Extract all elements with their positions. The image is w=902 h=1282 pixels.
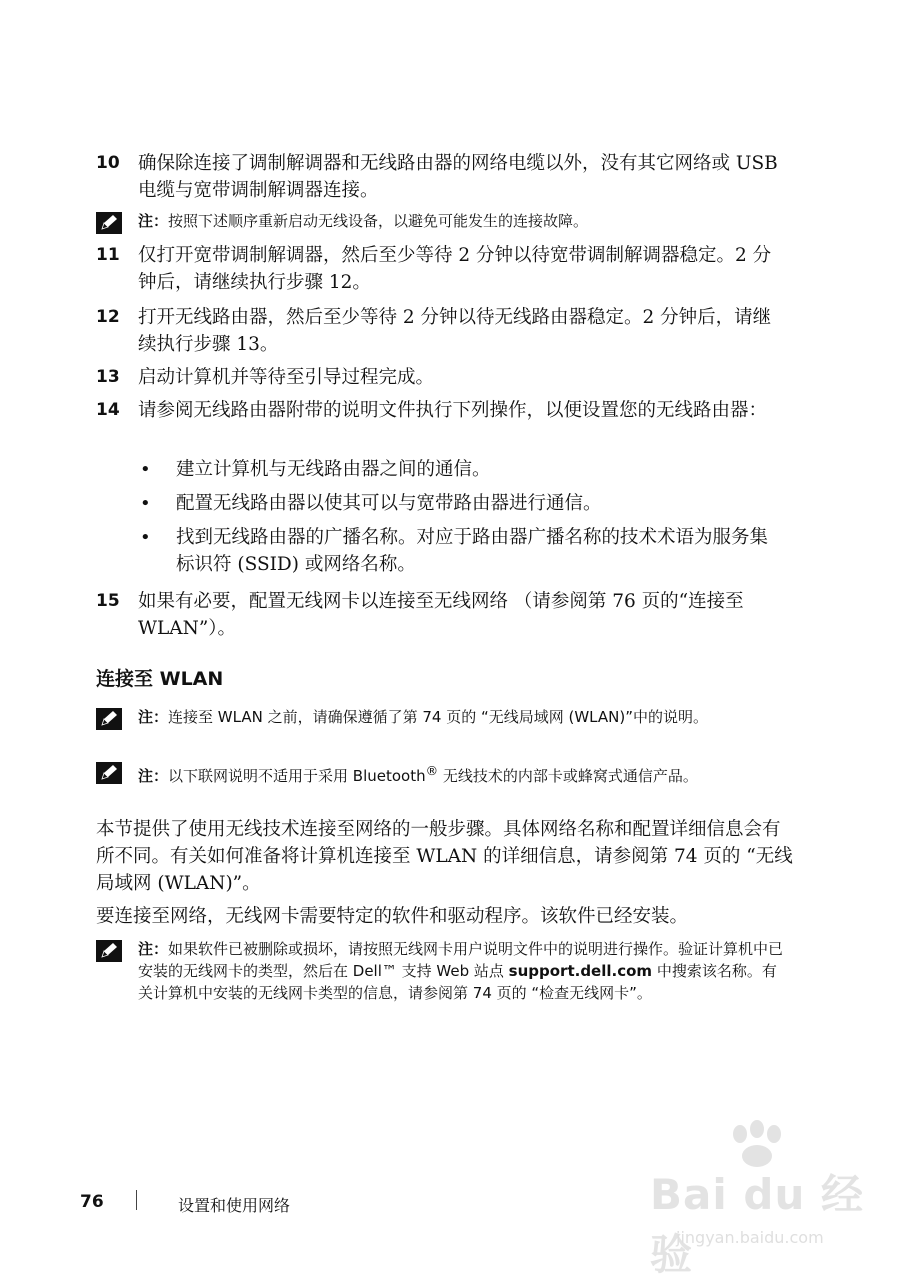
note-label: 注： <box>138 940 169 958</box>
note-text: 以下联网说明不适用于采用 Bluetooth <box>168 767 426 785</box>
step-text: 仅打开宽带调制解调器，然后至少等待 2 分钟以待宽带调制解调器稳定。2 分钟后，请继续执行步骤 12。 <box>138 245 772 293</box>
note-text: 无线技术的内部卡或蜂窝式通信产品。 <box>438 767 698 785</box>
step-13 <box>96 364 786 391</box>
note-label: 注： <box>138 212 169 230</box>
step-11 <box>96 242 786 296</box>
bullet-text: 找到无线路由器的广播名称。对应于路由器广播名称的技术术语为服务集标识符 (SSID) 或网络名称。 <box>176 527 769 575</box>
note-wlan <box>96 706 786 728</box>
watermark-url: jingyan.baidu.com <box>676 1228 824 1247</box>
section-heading: 连接至 WLAN <box>96 668 224 690</box>
step-number: 13 <box>96 367 120 387</box>
note-restart <box>96 210 786 232</box>
note-bluetooth <box>96 760 786 787</box>
step-14 <box>96 397 786 424</box>
note-label: 注： <box>138 708 169 726</box>
paragraph: 要连接至网络，无线网卡需要特定的软件和驱动程序。该软件已经安装。 <box>96 906 689 927</box>
step-10 <box>96 150 786 204</box>
note-pencil-icon <box>96 940 122 962</box>
note-label: 注： <box>138 767 169 785</box>
list-item <box>140 490 780 517</box>
step-number: 11 <box>96 245 120 265</box>
bullet-text: 配置无线路由器以使其可以与宽带路由器进行通信。 <box>176 493 602 514</box>
registered-mark: ® <box>425 763 439 778</box>
note-software <box>96 938 786 1004</box>
step-number: 15 <box>96 591 120 611</box>
step-text: 确保除连接了调制解调器和无线路由器的网络电缆以外，没有其它网络或 USB 电缆与宽带调制解调器连接。 <box>138 153 778 201</box>
paragraph: 本节提供了使用无线技术连接至网络的一般步骤。具体网络名称和配置详细信息会有所不同。有关如何准备将计算机连接至 WLAN 的详细信息，请参阅第 74 页的 “无线局域网 (WLAN)”。 <box>96 819 793 894</box>
step-number: 12 <box>96 307 120 327</box>
bullet-symbol: • <box>140 527 151 548</box>
footer-section-title: 设置和使用网络 <box>178 1196 291 1215</box>
step-number: 10 <box>96 153 120 173</box>
step-text: 如果有必要，配置无线网卡以连接至无线网络 （请参阅第 76 页的“连接至 WLAN”）。 <box>138 591 744 639</box>
step-number: 14 <box>96 400 120 420</box>
note-text: 连接至 WLAN 之前，请确保遵循了第 74 页的 “无线局域网 (WLAN)”中的说明。 <box>168 708 708 726</box>
list-item <box>140 456 780 483</box>
list-item <box>140 524 780 578</box>
note-pencil-icon <box>96 212 122 234</box>
bullet-text: 建立计算机与无线路由器之间的通信。 <box>176 459 491 480</box>
note-text: 中搜索该名称。有关计算机中安装的无线网卡类型的信息，请参阅第 74 页的 “检查无线网卡”。 <box>138 962 777 1002</box>
step-text: 启动计算机并等待至引导过程完成。 <box>138 367 435 388</box>
watermark <box>630 1120 900 1280</box>
paw-icon <box>722 1120 792 1168</box>
note-pencil-icon <box>96 708 122 730</box>
step-text: 打开无线路由器，然后至少等待 2 分钟以待无线路由器稳定。2 分钟后，请继续执行步骤 13。 <box>138 307 772 355</box>
step-text: 请参阅无线路由器附带的说明文件执行下列操作，以便设置您的无线路由器： <box>138 400 768 421</box>
support-link[interactable]: support.dell.com <box>508 962 653 980</box>
footer-divider <box>136 1190 137 1210</box>
bullet-symbol: • <box>140 493 151 514</box>
note-text: 如果软件已被删除或损坏，请按照无线网卡用户说明文件中的说明进行操作。验证计算机中已安装的无线网卡的类型，然后在 Dell™ 支持 Web 站点 <box>138 940 784 980</box>
note-pencil-icon <box>96 762 122 784</box>
page-number: 76 <box>80 1192 104 1212</box>
step-12 <box>96 304 786 358</box>
bullet-symbol: • <box>140 459 151 480</box>
watermark-logo: Bai du 经验 <box>650 1170 864 1279</box>
step-15 <box>96 588 786 642</box>
note-text: 按照下述顺序重新启动无线设备，以避免可能发生的连接故障。 <box>168 212 589 230</box>
